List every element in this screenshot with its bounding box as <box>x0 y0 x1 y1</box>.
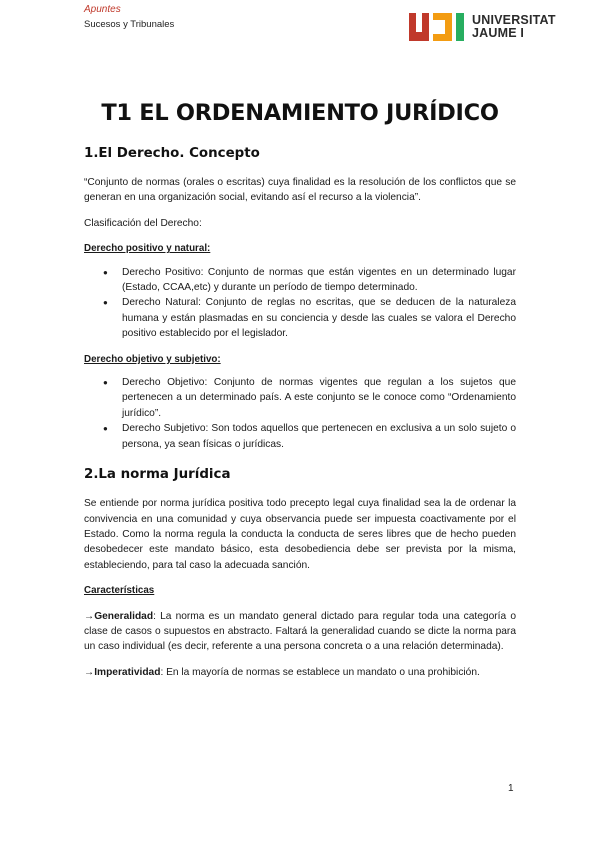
characteristic-text: : En la mayoría de normas se establece un mandato o una prohibición. <box>160 666 480 678</box>
subsection-heading-objetivo-subjetivo: Derecho objetivo y subjetivo: <box>84 353 221 365</box>
characteristic-term: →Generalidad <box>84 610 154 622</box>
header-label: Apuntes <box>84 4 121 15</box>
list-item: ● Derecho Natural: Conjunto de reglas no escritas, que se deducen de la naturaleza humana y están plasmadas en su conciencia y desde las cuales se valora el Derecho positivo establecido por el legislador. <box>122 295 516 341</box>
norma-intro-paragraph: Se entiende por norma jurídica positiva todo precepto legal cuya finalidad sea la de ordenar la convivencia en una comunidad y cuya observancia puede ser impuesta coactivamente por el Estado. Como la norma regula la conducta la conducta de seres libres que de hecho pueden desobedecer este mandato básico, esta desobediencia debe ser prevista por la misma, estableciendo, para tal caso la adecuada sanción. <box>84 498 516 571</box>
list-item: ● Derecho Subjetivo: Son todos aquellos que pertenecen en exclusiva a un solo sujeto o persona, ya sean físicas o jurídicas. <box>122 421 516 452</box>
section2-heading: 2.La norma Jurídica <box>84 467 231 483</box>
page-number: 1 <box>508 783 514 794</box>
characteristic-term: →Imperatividad <box>84 666 161 678</box>
university-name-line1: UNIVERSITAT <box>472 13 556 27</box>
header-course: Sucesos y Tribunales <box>84 19 175 30</box>
university-name <box>472 14 556 40</box>
characteristic-imperatividad <box>84 665 516 680</box>
section1-heading: 1.El Derecho. Concepto <box>84 146 260 161</box>
uji-logo-icon <box>408 12 466 42</box>
characteristic-generalidad <box>84 609 516 655</box>
list-item: ● Derecho Positivo: Conjunto de normas que están vigentes en un determinado lugar (Estado, CCAA,etc) y durante un período de tiempo determinado. <box>122 265 516 296</box>
characteristic-text: : La norma es un mandato general dictado para regular toda una categoría o clase de casos o supuestos en abstracto. Faltará la generalidad cuando se dicte la norma para un caso individual (es decir, referente a una persona concreta o a una relación determinada). <box>84 610 516 653</box>
university-name-line2: JAUME I <box>472 26 525 40</box>
document-header <box>84 4 174 32</box>
list-positivo-natural <box>84 265 516 342</box>
list-item: ● Derecho Objetivo: Conjunto de normas vigentes que regulan a los sujetos que pertenecen a un determinado país. A este conjunto se le conoce como “Ordenamiento jurídico”. <box>122 375 516 421</box>
characteristics-heading: Características <box>84 585 155 597</box>
classification-label: Clasificación del Derecho: <box>84 217 202 229</box>
list-objetivo-subjetivo <box>84 375 516 452</box>
subsection-heading-positivo-natural: Derecho positivo y natural: <box>84 243 211 255</box>
document-body <box>84 145 516 680</box>
definition-quote: “Conjunto de normas (orales o escritas) cuya finalidad es la resolución de los conflictos que se generan en una organización social, evitando así el recurso a la violencia”. <box>84 177 516 204</box>
university-logo <box>408 12 556 42</box>
page-title: T1 EL ORDENAMIENTO JURÍDICO <box>101 100 499 126</box>
